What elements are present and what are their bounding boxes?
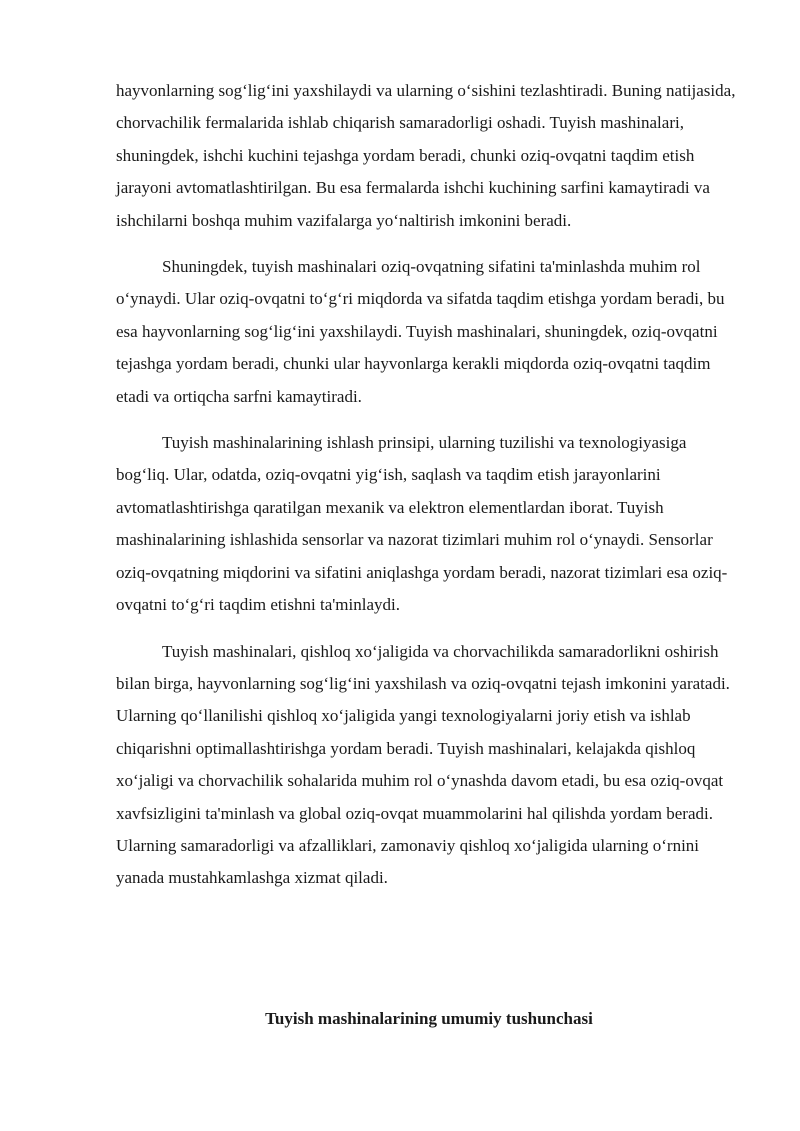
paragraph: Tuyish mashinalari, qishloq xo‘jaligida va chorvachilikda samaradorlikni oshirish bilan birga, hayvonlarning sog‘lig‘ini yaxshilash va oziq-ovqatni tejash imkonini yaratadi. Ularning qo‘llanilishi qishloq xo‘jaligida yangi texnologiyalarni joriy etish va ishlab chiqarishni optimallashtirishga yordam beradi. Tuyish mashinalari, kelajakda qishloq xo‘jaligi va chorvachilik sohalarida muhim rol o‘ynashda davom etadi, bu esa oziq-ovqat xavfsizligini ta'minlash va global oziq-ovqat muammolarini hal qilishda yordam beradi. Ularning samaradorligi va afzalliklari, zamonaviy qishloq xo‘jaligida ularning o‘rnini yanada mustahkamlashga xizmat qiladi. <box>116 641 730 888</box>
document-body <box>116 75 742 909</box>
paragraph-continued: hayvonlarning sog‘lig‘ini yaxshilaydi va ularning o‘sishini tezlashtiradi. Buning natijasida, chorvachilik fermalarida ishlab chiqarish samaradorligi oshadi. Tuyish mashinalari, shuningdek, ishchi kuchini tejashga yordam beradi, chunki oziq-ovqatni taqdim etish jarayoni avtomatlashtirilgan. Bu esa fermalarda ishchi kuchining sarfini kamaytiradi va ishchilarni boshqa muhim vazifalarga yo‘naltirish imkonini beradi. <box>116 81 736 230</box>
section-heading: Tuyish mashinalarining umumiy tushunchasi <box>265 1009 593 1028</box>
paragraph: Tuyish mashinalarining ishlash prinsipi, ularning tuzilishi va texnologiyasiga bog‘liq. Ular, odatda, oziq-ovqatni yig‘ish, saqlash va taqdim etish jarayonlarini avtomatlashtirishga qaratilgan mexanik va elektron elementlardan iborat. Tuyish mashinalarining ishlashida sensorlar va nazorat tizimlari muhim rol o‘ynaydi. Sensorlar oziq-ovqatning miqdorini va sifatini aniqlashga yordam beradi, nazorat tizimlari esa oziq-ovqatni to‘g‘ri taqdim etishni ta'minlaydi. <box>116 433 728 615</box>
paragraph: Shuningdek, tuyish mashinalari oziq-ovqatning sifatini ta'minlashda muhim rol o‘ynaydi. Ular oziq-ovqatni to‘g‘ri miqdorda va sifatda taqdim etishga yordam beradi, bu esa hayvonlarning sog‘lig‘ini yaxshilaydi. Tuyish mashinalari, shuningdek, oziq-ovqatni tejashga yordam beradi, chunki ular hayvonlarga kerakli miqdorda oziq-ovqatni taqdim etadi va ortiqcha sarfni kamaytiradi. <box>116 257 725 406</box>
